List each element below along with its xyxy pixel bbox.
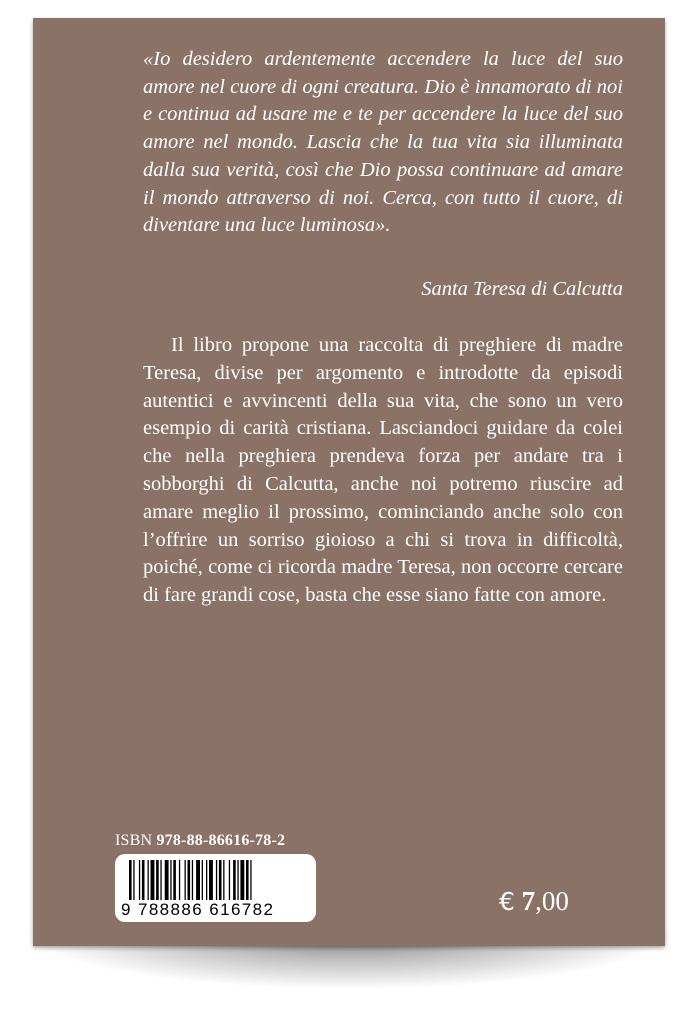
book-back-cover — [33, 18, 665, 946]
isbn-line — [115, 832, 285, 850]
isbn-number: 978-88-86616-78-2 — [156, 832, 286, 849]
isbn-label: ISBN — [115, 832, 153, 849]
price-decimal: ,00 — [535, 886, 569, 916]
barcode-bars — [115, 854, 316, 904]
price — [499, 886, 569, 917]
quote-text: «Io desidero ardentemente accendere la luce del suo amore nel cuore di ogni creatura. Dio è innamorato di noi e continua ad usare me e te per accendere la luce del suo amore nel mondo. Lascia che la tua vita sia illuminata dalla sua verità, così che Dio possa continuare ad amare il mondo attraverso di noi. Cerca, con tutto il cuore, di diventare una luce luminosa». — [143, 48, 623, 237]
price-integer: 7 — [521, 886, 536, 916]
book-description — [143, 332, 623, 610]
quote-author: Santa Teresa di Calcutta — [421, 278, 623, 300]
description-text: Il libro propone una raccolta di preghiere di madre Teresa, divise per argomento e introdotte da episodi autentici e avvincenti della sua vita, che sono un vero esempio di carità cristiana. Lasciandoci guidare da colei che nella preghiera prendeva forza per andare tra i sobborghi di Calcutta, anche noi potremo riuscire ad amare meglio il prossimo, cominciando anche solo con l’offrire un sorriso gioioso a chi si trova in difficoltà, poiché, come ci ricorda madre Teresa, non occorre cercare di fare grandi cose, basta che esse siano fatte con amore. — [143, 334, 623, 607]
barcode — [115, 854, 316, 922]
barcode-digits: 9 788886 616782 — [121, 900, 275, 919]
currency-symbol: € — [499, 887, 515, 916]
quote-block — [143, 46, 623, 240]
